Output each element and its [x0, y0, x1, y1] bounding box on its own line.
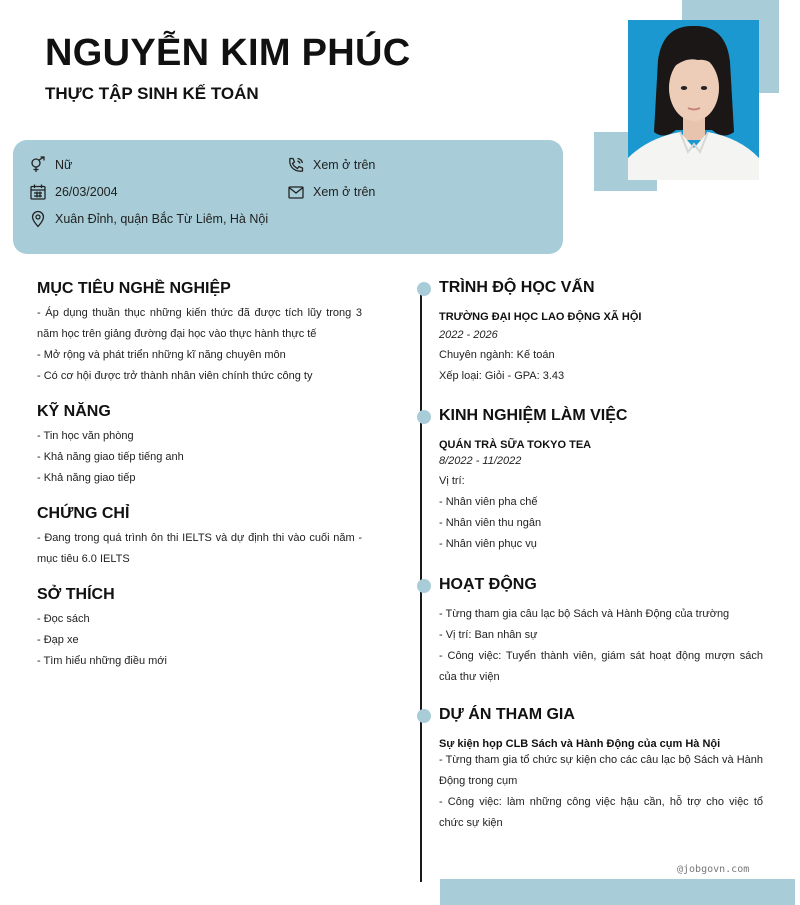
contact-panel — [13, 140, 563, 254]
calendar-icon — [29, 183, 47, 201]
birthday-value: 26/03/2004 — [55, 185, 118, 199]
timeline-dot — [417, 282, 431, 296]
section-title-experience: KINH NGHIỆM LÀM VIỆC — [439, 407, 628, 424]
contact-birthday — [29, 183, 118, 201]
section-title-certificates: CHỨNG CHỈ — [37, 505, 130, 522]
section-experience — [439, 407, 763, 555]
section-skills — [37, 403, 362, 489]
list-item: - Nhân viên phục vụ — [439, 538, 537, 550]
contact-email — [287, 183, 375, 201]
company-name: QUÁN TRÀ SỮA TOKYO TEA — [439, 439, 592, 451]
profile-photo — [628, 20, 759, 180]
section-title-activities: HOẠT ĐỘNG — [439, 576, 537, 593]
section-title-education: TRÌNH ĐỘ HỌC VẤN — [439, 279, 595, 296]
watermark-text: @jobgovn.com — [677, 864, 750, 875]
section-certificates — [37, 505, 362, 570]
list-item: - Công việc: làm những công việc hậu cần, hỗ trợ cho việc tổ chức sự kiện — [439, 796, 763, 829]
timeline-dot — [417, 709, 431, 723]
list-item: - Nhân viên thu ngân — [439, 517, 542, 529]
envelope-icon — [287, 183, 305, 201]
email-value: Xem ở trên — [313, 185, 376, 199]
phone-icon — [287, 156, 305, 174]
location-pin-icon — [29, 210, 47, 228]
list-item: - Từng tham gia câu lạc bộ Sách và Hành Động của trường — [439, 608, 730, 620]
timeline-dot — [417, 410, 431, 424]
experience-period: 8/2022 - 11/2022 — [439, 455, 522, 467]
section-title-skills: KỸ NĂNG — [37, 403, 111, 420]
gender-value: Nữ — [55, 158, 73, 172]
left-column — [37, 280, 362, 688]
section-education — [439, 279, 763, 387]
list-item: - Khả năng giao tiếp tiếng anh — [37, 451, 184, 463]
list-item: - Đang trong quá trình ôn thi IELTS và dự định thi vào cuối năm - mục tiêu 6.0 IELTS — [37, 532, 362, 565]
list-item: Xếp loại: Giỏi - GPA: 3.43 — [439, 370, 565, 382]
list-item: - Từng tham gia tổ chức sự kiện cho các câu lạc bộ Sách và Hành Động trong cụm — [439, 754, 763, 787]
list-item: - Có cơ hội được trở thành nhân viên chính thức công ty — [37, 370, 313, 382]
list-item: - Áp dụng thuần thục những kiến thức đã được tích lũy trong 3 năm học trên giảng đường đại học vào thực hành thực tế — [37, 307, 362, 340]
address-value: Xuân Đỉnh, quận Bắc Từ Liêm, Hà Nội — [55, 212, 269, 226]
school-name: TRƯỜNG ĐẠI HỌC LAO ĐỘNG XÃ HỘI — [439, 311, 642, 323]
section-activities — [439, 576, 763, 688]
project-event: Sự kiện họp CLB Sách và Hành Động của cụm Hà Nội — [439, 738, 721, 750]
list-item: - Khả năng giao tiếp — [37, 472, 136, 484]
list-item: Chuyên ngành: Kế toán — [439, 349, 555, 361]
list-item: - Công việc: Tuyển thành viên, giám sát hoạt động mượn sách của thư viện — [439, 650, 763, 683]
decor-block-footer — [440, 879, 795, 905]
candidate-name: NGUYỄN KIM PHÚC — [45, 32, 411, 74]
section-projects — [439, 706, 763, 834]
phone-value: Xem ở trên — [313, 158, 376, 172]
contact-phone — [287, 156, 375, 174]
list-item: Vị trí: — [439, 475, 465, 487]
list-item: - Vị trí: Ban nhân sự — [439, 629, 538, 641]
list-item: - Mở rộng và phát triển những kĩ năng chuyên môn — [37, 349, 286, 361]
education-period: 2022 - 2026 — [439, 329, 498, 341]
section-objective — [37, 280, 362, 387]
section-title-objective: MỤC TIÊU NGHỀ NGHIỆP — [37, 280, 231, 297]
list-item: - Tìm hiểu những điều mới — [37, 655, 167, 667]
timeline-dot — [417, 579, 431, 593]
section-hobbies — [37, 586, 362, 672]
gender-icon — [29, 156, 47, 174]
contact-gender — [29, 156, 72, 174]
list-item: - Nhân viên pha chế — [439, 496, 538, 508]
contact-address — [29, 210, 268, 228]
list-item: - Đọc sách — [37, 613, 90, 625]
list-item: - Tin học văn phòng — [37, 430, 134, 442]
section-title-hobbies: SỞ THÍCH — [37, 586, 115, 603]
list-item: - Đạp xe — [37, 634, 79, 646]
section-title-projects: DỰ ÁN THAM GIA — [439, 706, 575, 723]
job-title: THỰC TẬP SINH KẾ TOÁN — [45, 84, 259, 103]
